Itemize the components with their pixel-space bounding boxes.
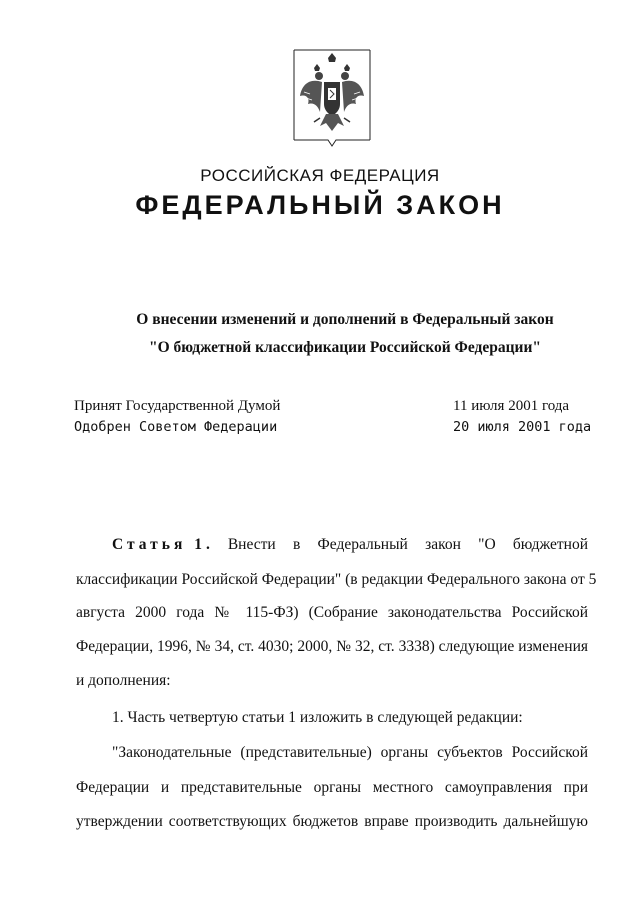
article-1-first-line [112,536,588,554]
text-line: Внести в Федеральный закон "О бюджетной [227,536,588,553]
law-title-line-1: О внесении изменений и дополнений в Федеральный закон [136,311,554,328]
adopted-by-duma-date: 11 июля 2001 года [453,398,570,414]
coat-of-arms-emblem [292,48,372,148]
text-line: августа 2000 года № 115-ФЗ) (Собрание законодательства Российской [76,604,588,621]
document-type-heading: ФЕДЕРАЛЬНЫЙ ЗАКОН [135,190,505,220]
double-headed-eagle-icon [292,48,372,148]
quote-line: утверждении соответствующих бюджетов вправе производить дальнейшую [76,813,588,830]
article-heading: Статья 1. [112,536,214,553]
text-line: классификации Российской Федерации" (в редакции Федерального закона от 5 [76,571,597,588]
country-heading: РОССИЙСКАЯ ФЕДЕРАЦИЯ [200,166,440,185]
approved-by-council-label: Одобрен Советом Федерации [74,419,278,435]
text-line: Федерации, 1996, № 34, ст. 4030; 2000, № 32, ст. 3338) следующие изменения [76,638,588,655]
adopted-by-duma-label: Принят Государственной Думой [74,398,281,414]
quote-line: "Законодательные (представительные) органы субъектов Российской [112,744,588,761]
quote-line: Федерации и представительные органы местного самоуправления при [76,779,588,796]
text-line: и дополнения: [76,672,171,689]
approved-by-council-date: 20 июля 2001 года [453,419,592,435]
law-title-line-2: "О бюджетной классификации Российской Федерации" [148,339,542,356]
list-item: 1. Часть четвертую статьи 1 изложить в следующей редакции: [112,709,523,726]
